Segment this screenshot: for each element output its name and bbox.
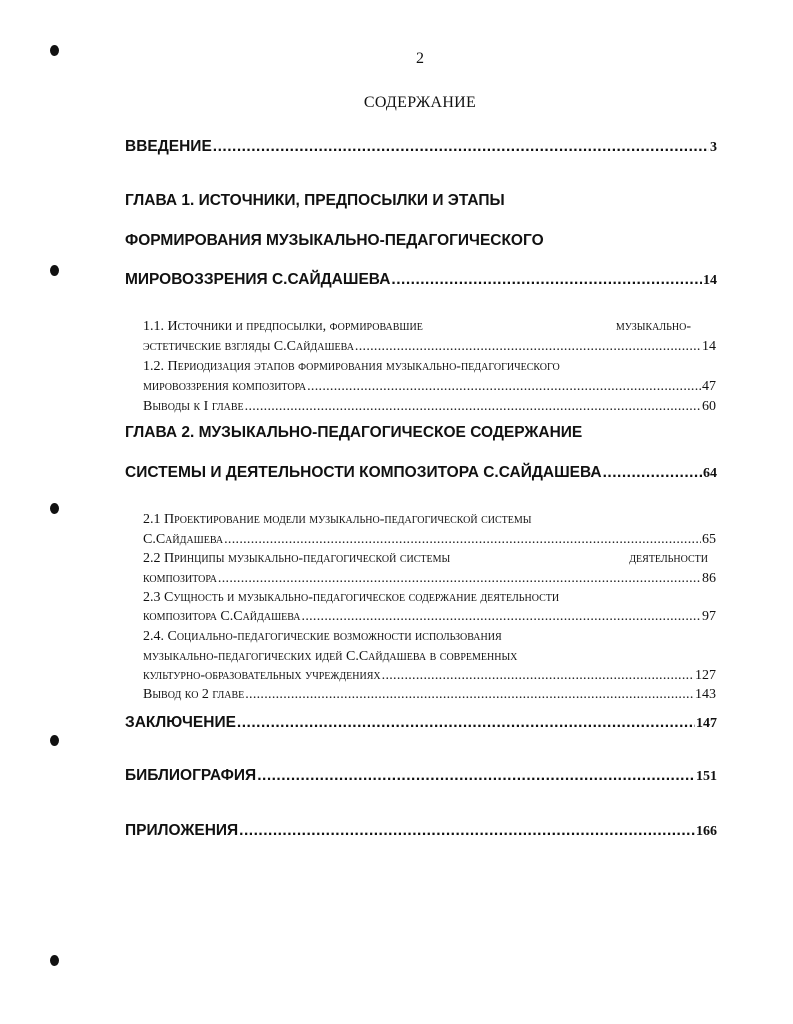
chapter1-title-line1: ГЛАВА 1. ИСТОЧНИКИ, ПРЕДПОСЫЛКИ И ЭТАПЫ (125, 192, 505, 209)
toc-entry-chapter2-conclusion (143, 687, 716, 703)
toc-label: БИБЛИОГРАФИЯ (125, 767, 257, 784)
toc-entry-intro (125, 138, 717, 156)
toc-entry-2-1 (143, 532, 716, 548)
chapter1-title-line2: ФОРМИРОВАНИЯ МУЗЫКАЛЬНО-ПЕДАГОГИЧЕСКОГО (125, 232, 544, 249)
toc-entry-2-3-line1: 2.3 Сущность и музыкально-педагогическое содержание деятельности (143, 590, 560, 605)
toc-page: 97 (702, 609, 716, 624)
dot-leader (302, 609, 701, 625)
dot-leader (245, 399, 701, 415)
toc-entry-2-4-line1: 2.4. Социально-педагогические возможности использования (143, 629, 502, 644)
toc-label: деятельности (629, 551, 708, 566)
toc-entry-2-4 (143, 668, 716, 684)
toc-label: Выводы к I главе (143, 399, 244, 414)
toc-label: ПРИЛОЖЕНИЯ (125, 822, 239, 839)
toc-page: 147 (696, 716, 717, 731)
toc-entry-2-3 (143, 609, 716, 625)
page-number: 2 (416, 50, 424, 67)
toc-entry-1-1-line1 (143, 319, 691, 335)
toc-entry-2-1-line1: 2.1 Проектирование модели музыкально-педагогической системы (143, 512, 532, 527)
toc-page: 143 (695, 687, 716, 702)
toc-entry-chapter2 (125, 464, 717, 482)
toc-entry-1-1 (143, 339, 716, 355)
toc-label: музыкально- (615, 319, 691, 334)
toc-label: композитора (143, 571, 217, 586)
toc-label: Вывод ко 2 главе (143, 687, 245, 702)
toc-label: ВВЕДЕНИЕ (125, 138, 212, 155)
toc-label: 2.2 Принципы музыкально-педагогической системы (143, 551, 451, 566)
punch-hole-mark (50, 955, 59, 966)
toc-entry-appendices (125, 822, 717, 840)
dot-leader (382, 668, 694, 684)
toc-page: 14 (702, 339, 716, 354)
dot-leader (257, 767, 695, 785)
toc-entry-1-2 (143, 379, 716, 395)
chapter2-title-line1: ГЛАВА 2. МУЗЫКАЛЬНО-ПЕДАГОГИЧЕСКОЕ СОДЕРЖАНИЕ (125, 424, 583, 441)
toc-entry-2-2 (143, 571, 716, 587)
toc-label: СИСТЕМЫ И ДЕЯТЕЛЬНОСТИ КОМПОЗИТОРА С.САЙДАШЕВА (125, 464, 602, 481)
punch-hole-mark (50, 735, 59, 746)
toc-page: 14 (703, 273, 717, 288)
dot-leader (237, 714, 695, 732)
toc-entry-2-2-line1 (143, 551, 708, 567)
dot-leader (218, 571, 701, 587)
toc-entry-conclusion (125, 714, 717, 732)
toc-page: 60 (702, 399, 716, 414)
dot-leader (391, 271, 702, 289)
punch-hole-mark (50, 265, 59, 276)
toc-page: 64 (703, 466, 717, 481)
toc-entry-1-2-line1: 1.2. Периодизация этапов формирования музыкально-педагогического (143, 359, 560, 374)
dot-leader (355, 339, 701, 355)
toc-page: 86 (702, 571, 716, 586)
toc-page: 166 (696, 824, 717, 839)
toc-page: 47 (702, 379, 716, 394)
page-title: СОДЕРЖАНИЕ (363, 94, 477, 111)
toc-label: ЗАКЛЮЧЕНИЕ (125, 714, 236, 731)
toc-label: эстетические взгляды С.Сайдашева (143, 339, 354, 354)
toc-page: 65 (702, 532, 716, 547)
toc-label: МИРОВОЗЗРЕНИЯ С.САЙДАШЕВА (125, 271, 391, 288)
toc-label: мировоззрения композитора (143, 379, 307, 394)
dot-leader (245, 687, 694, 703)
toc-label: 1.1. Источники и предпосылки, формировавшие (143, 319, 423, 334)
punch-hole-mark (50, 503, 59, 514)
toc-page: 3 (710, 140, 717, 155)
dot-leader (224, 532, 701, 548)
toc-entry-bibliography (125, 767, 717, 785)
dot-leader (239, 822, 695, 840)
toc-label: композитора С.Сайдашева (143, 609, 301, 624)
dot-leader (307, 379, 701, 395)
toc-page: 127 (695, 668, 716, 683)
toc-page: 151 (696, 769, 717, 784)
toc-label: культурно-образовательных учреждениях (143, 668, 381, 683)
dot-leader (603, 464, 702, 482)
toc-label: С.Сайдашева (143, 532, 224, 547)
toc-entry-chapter1 (125, 271, 717, 289)
toc-entry-chapter1-conclusion (143, 399, 716, 415)
toc-entry-2-4-line2: музыкально-педагогических идей С.Сайдашева в современных (143, 649, 518, 664)
dot-leader (213, 138, 709, 156)
